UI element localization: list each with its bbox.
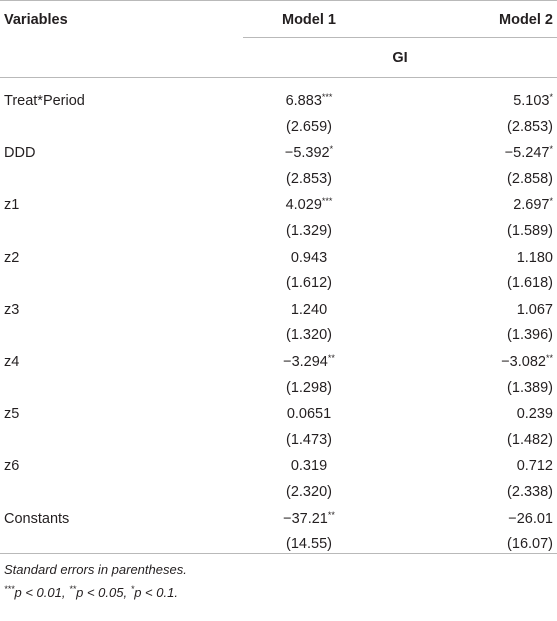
- model2-coef: [508, 510, 553, 528]
- model1-coef: [243, 457, 375, 475]
- model2-std-error: [507, 326, 553, 344]
- row-label: [4, 301, 19, 319]
- model2-se-value: (2.858): [507, 171, 553, 187]
- row-label-text: Treat*Period: [4, 93, 85, 109]
- row-label: [4, 405, 19, 423]
- model2-se-value: (1.589): [507, 223, 553, 239]
- model1-std-error: [243, 483, 375, 501]
- row-label: [4, 249, 19, 267]
- row-label-text: z1: [4, 197, 20, 213]
- model1-se-value: (1.473): [286, 432, 332, 448]
- row-label-text: z2: [4, 250, 20, 266]
- model1-std-error: [243, 170, 375, 188]
- header-model2: Model 2: [499, 12, 553, 28]
- model1-coef-value: 0.0651: [286, 406, 332, 422]
- model1-se-value: (1.320): [286, 327, 332, 343]
- model1-sig-stars: ***: [321, 196, 333, 206]
- model2-std-error: [507, 170, 553, 188]
- model1-sig-stars: **: [327, 353, 335, 363]
- model2-coef-value: −5.247: [504, 145, 550, 161]
- header-sub-rule: [243, 37, 557, 38]
- model2-coef-value: −26.01: [508, 511, 553, 527]
- model2-std-error: [507, 274, 553, 292]
- model1-coef-value: 4.029: [285, 197, 322, 213]
- header-bottom-rule: [0, 77, 557, 78]
- model1-se-value: (2.853): [286, 171, 332, 187]
- row-label-text: Constants: [4, 511, 70, 527]
- model2-coef: [505, 144, 553, 162]
- model1-sig-stars: ***: [321, 92, 333, 102]
- table-bottom-rule: [0, 553, 557, 554]
- model2-sig-stars: *: [549, 196, 553, 206]
- model2-coef-value: 1.067: [516, 302, 553, 318]
- note-p2: p < 0.05,: [76, 585, 131, 600]
- note-p3: p < 0.1.: [134, 585, 178, 600]
- model2-std-error: [507, 535, 553, 553]
- model2-std-error: [507, 118, 553, 136]
- model2-std-error: [507, 222, 553, 240]
- model2-coef: [517, 301, 553, 319]
- model1-se-value: (2.659): [286, 119, 332, 135]
- model2-coef-value: 5.103: [513, 93, 550, 109]
- row-label: [4, 92, 85, 110]
- model1-sig-stars: *: [329, 144, 334, 154]
- model2-coef: [517, 249, 553, 267]
- table-note-se: Standard errors in parentheses.: [4, 562, 187, 577]
- header-dependent-variable: GI: [392, 50, 408, 66]
- note-sig-1: ***: [4, 584, 15, 594]
- note-sig-3: *: [130, 584, 135, 594]
- row-label-text: z6: [4, 458, 20, 474]
- model1-se-value: (1.298): [286, 380, 332, 396]
- model2-se-value: (16.07): [507, 536, 553, 552]
- model2-std-error: [507, 431, 553, 449]
- row-label: [4, 510, 69, 528]
- model2-sig-stars: **: [545, 353, 553, 363]
- model2-coef-value: 0.712: [516, 458, 553, 474]
- model1-coef: [243, 196, 375, 214]
- model2-se-value: (2.853): [507, 119, 553, 135]
- model1-coef-value: −37.21: [283, 511, 328, 527]
- model2-coef-value: 2.697: [513, 197, 550, 213]
- model1-std-error: [243, 379, 375, 397]
- model1-std-error: [243, 274, 375, 292]
- model1-coef-value: 6.883: [285, 93, 322, 109]
- model1-coef-value: 0.943: [290, 250, 328, 266]
- model2-coef: [513, 196, 553, 214]
- model1-std-error: [243, 535, 375, 553]
- model1-std-error: [243, 222, 375, 240]
- model2-se-value: (1.482): [507, 432, 553, 448]
- model2-std-error: [507, 379, 553, 397]
- model2-coef: [517, 457, 553, 475]
- model2-coef-value: −3.082: [501, 354, 546, 370]
- model1-coef-value: 1.240: [290, 302, 328, 318]
- model2-se-value: (2.338): [507, 484, 553, 500]
- row-label: [4, 196, 19, 214]
- model1-coef-value: −3.294: [283, 354, 328, 370]
- model2-sig-stars: *: [549, 144, 553, 154]
- table-note-significance: [4, 583, 178, 603]
- model2-coef: [513, 92, 553, 110]
- model1-coef: [243, 249, 375, 267]
- model1-se-value: (14.55): [286, 536, 332, 552]
- header-model1: Model 1: [282, 12, 336, 28]
- model1-std-error: [243, 431, 375, 449]
- model1-sig-stars: **: [327, 510, 335, 520]
- row-label-text: z4: [4, 354, 20, 370]
- model1-se-value: (1.329): [286, 223, 332, 239]
- model1-std-error: [243, 118, 375, 136]
- model1-std-error: [243, 326, 375, 344]
- model1-coef-value: 0.319: [290, 458, 328, 474]
- model1-coef: [243, 92, 375, 110]
- row-label-text: z5: [4, 406, 20, 422]
- model1-coef: [243, 301, 375, 319]
- note-p1: p < 0.01,: [14, 585, 70, 600]
- model1-coef: [243, 510, 375, 528]
- note-sig-2: **: [69, 584, 77, 594]
- model1-se-value: (1.612): [286, 275, 332, 291]
- model1-se-value: (2.320): [286, 484, 332, 500]
- model2-std-error: [507, 483, 553, 501]
- table-top-rule: [0, 0, 557, 1]
- model2-se-value: (1.389): [507, 380, 553, 396]
- row-label-text: z3: [4, 302, 20, 318]
- model2-coef: [501, 353, 553, 371]
- row-label: [4, 457, 19, 475]
- model1-coef-value: −5.392: [284, 145, 330, 161]
- model2-se-value: (1.618): [507, 275, 553, 291]
- row-label: [4, 144, 35, 162]
- model2-se-value: (1.396): [507, 327, 553, 343]
- row-label-text: DDD: [4, 145, 36, 161]
- model2-coef-value: 0.239: [516, 406, 553, 422]
- model2-coef: [517, 405, 553, 423]
- row-label: [4, 353, 19, 371]
- model1-coef: [243, 353, 375, 371]
- model2-sig-stars: *: [549, 92, 553, 102]
- header-variables: Variables: [4, 12, 68, 28]
- model1-coef: [243, 405, 375, 423]
- model1-coef: [243, 144, 375, 162]
- model2-coef-value: 1.180: [516, 250, 553, 266]
